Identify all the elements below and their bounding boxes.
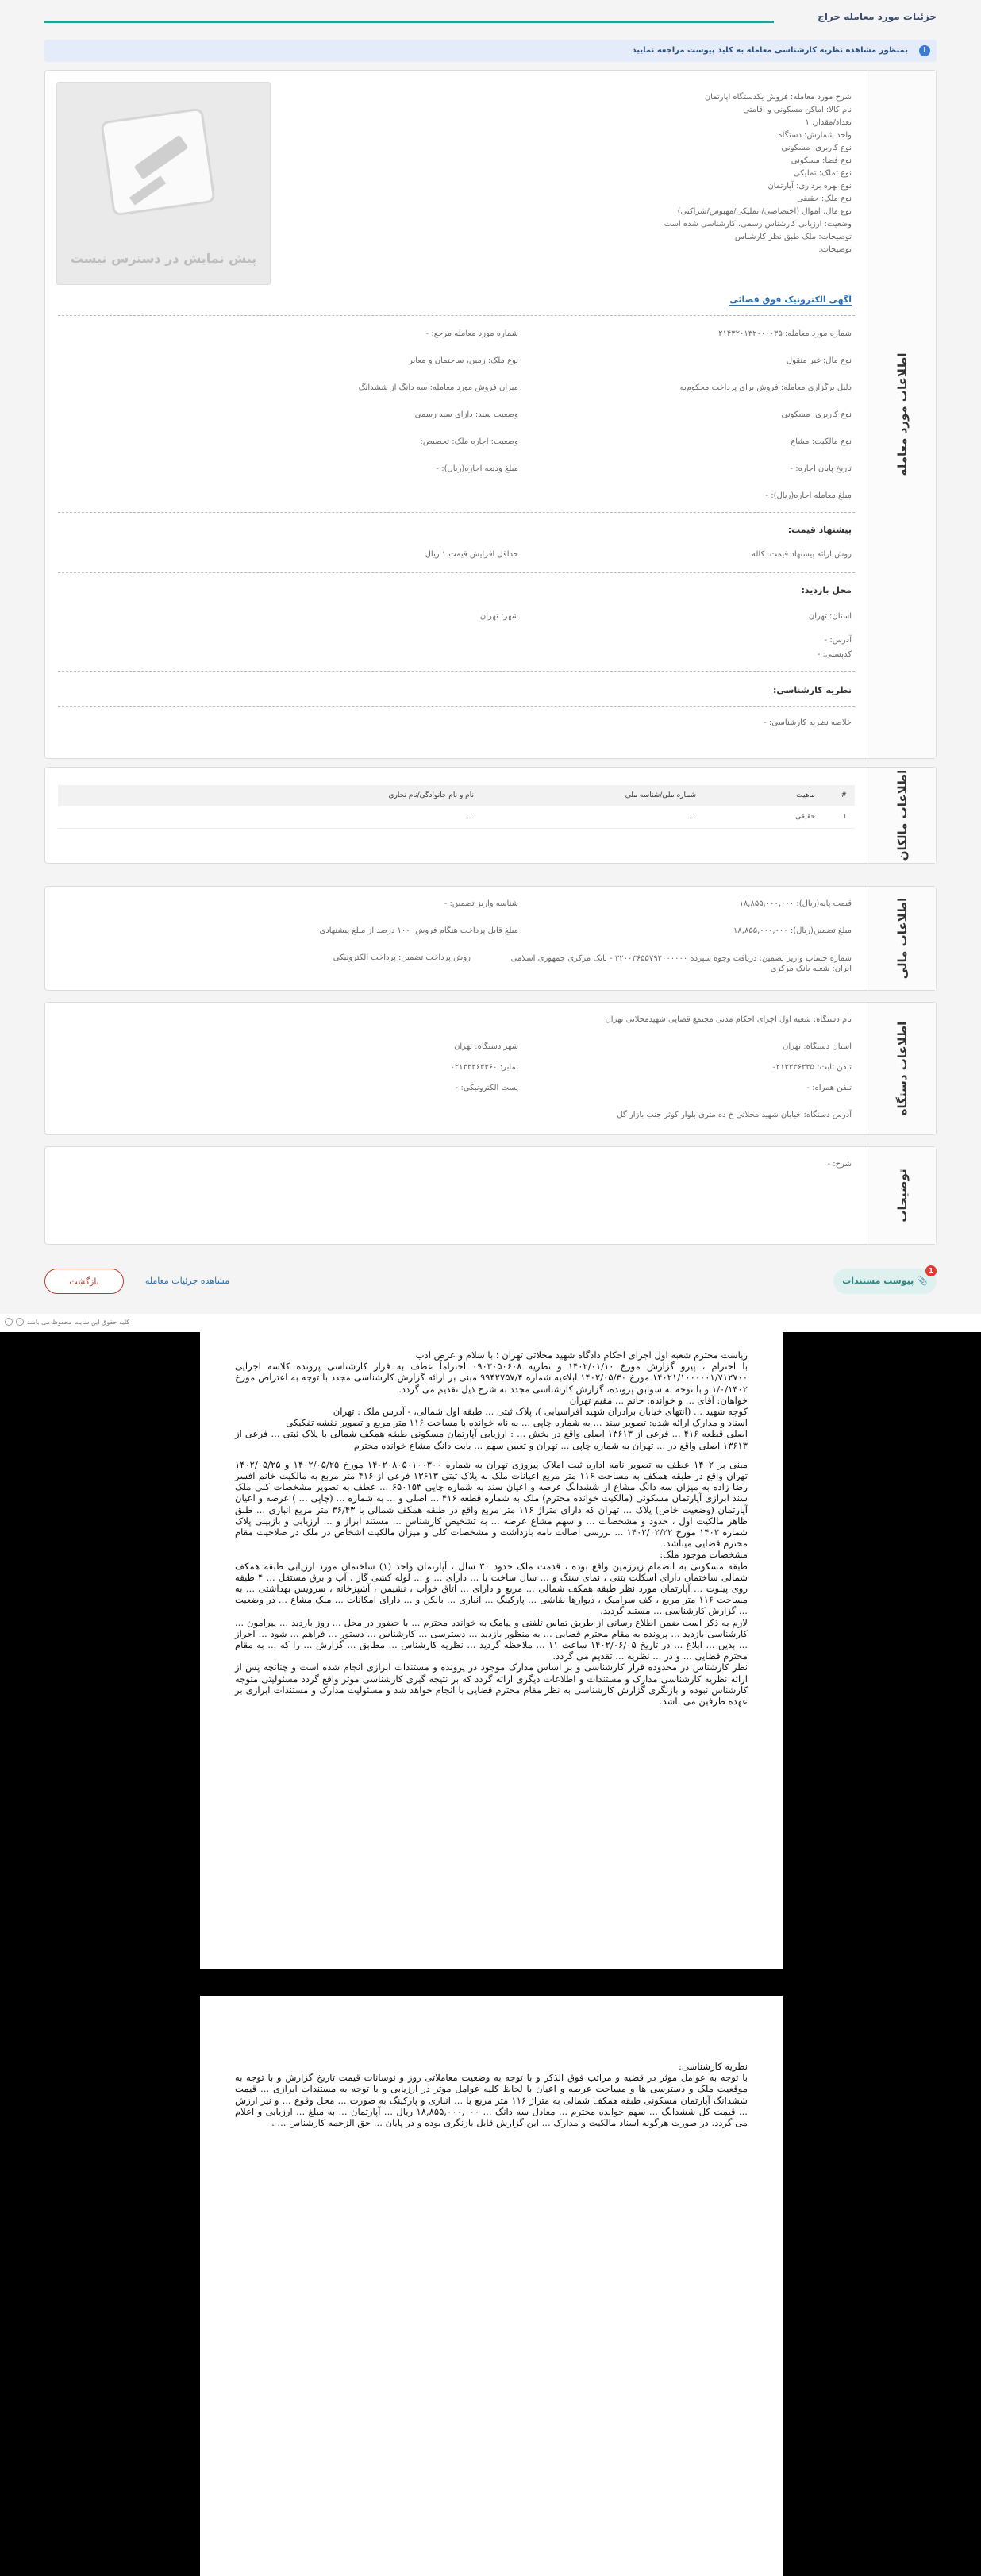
location-title: محل بازدید: [801, 585, 852, 595]
back-button[interactable]: بازگشت [44, 1269, 124, 1294]
agency-fax: نمابر: ۰۲۱۳۳۳۶۳۳۶۰ [450, 1063, 518, 1072]
item-field: نوع بهره برداری: آپارتمان [767, 182, 852, 191]
item-field: نوع ملک: حقیقی [797, 194, 852, 203]
agency-name: نام دستگاه: شعبه اول اجرای احکام مدنی مجتمع قضایی شهیدمحلاتی تهران [605, 1015, 852, 1024]
doc-paragraph: خواهان: آقای ... و خوانده: خانم ... مقیم تهران [569, 1394, 748, 1406]
item-field: نوع مال: اموال (اختصاصی/ تملیکی/مهبوس/شراکتی) [677, 207, 852, 216]
doc-paragraph: اصلی قطعه ۴۱۶ ... فرعی از ۱۳۶۱۳ اصلی واقع در بخش ... : ارزیابی آپارتمان مسکونی طبقه همکف شمالی با پلاک ثبتی ... فرعی از ۱۳۶۱۳ اصلی واقع در ... تهران به شماره چاپی ... تهران و تعیین سهم ... بابت دانگ مشاع خوانده محترم [235, 1428, 748, 1451]
agency-province: استان دستگاه: تهران [783, 1042, 852, 1051]
agency-card [44, 1002, 937, 1135]
location-address: آدرس: - [824, 636, 852, 645]
item-field: وضعیت: ارزیابی کارشناس رسمی، کارشناسی شده است [664, 220, 852, 229]
item-field: تعداد/مقدار: ۱ [805, 118, 852, 127]
ref-number: شماره مورد معامله مرجع: - [425, 329, 518, 338]
rent-end-date: تاریخ پایان اجاره: - [790, 464, 852, 473]
agency-mobile: تلفن همراه: - [806, 1084, 852, 1092]
notes-text: شرح: - [827, 1160, 852, 1169]
scanned-page-1 [200, 1332, 783, 1969]
divider [58, 572, 855, 573]
footer [0, 1314, 981, 1332]
attachments-button[interactable]: 📎 پیوست مستندات 1 [833, 1269, 937, 1294]
deposit-account: شماره حساب واریز تضمین: دریافت وجوه سپرده ۳۲۰۰۳۶۵۵۷۹۲۰۰۰۰۰۰ - بانک مرکزی جمهوری اسلامی ایران: شعبه بانک مرکزی [510, 954, 852, 973]
cell-name: ... [58, 806, 482, 828]
offer-method: روش ارائه پیشنهاد قیمت: کاله [752, 550, 852, 559]
offer-title: پیشنهاد قیمت: [787, 525, 852, 535]
paperclip-icon: 📎 [917, 1276, 928, 1286]
deposit-percent: مبلغ قابل پرداخت هنگام فروش: ۱۰۰ درصد از مبلغ پیشنهادی [319, 926, 518, 935]
page-title: جزئیات مورد معامله حراج [818, 11, 937, 22]
item-field: نوع کاربری: مسکونی [781, 144, 852, 152]
cell-index: ۱ [823, 806, 855, 828]
doc-paragraph: اسناد و مدارک ارائه شده: تصویر سند ... به شماره چاپی ... به نام خوانده با مساحت ۱۱۶ متر مربع و تصویر نقشه تفکیکی [286, 1417, 748, 1429]
item-field: نام کالا: اماکن مسکونی و اقامتی [743, 106, 852, 114]
owners-table-header [58, 785, 855, 806]
col-type: ماهیت [704, 785, 823, 806]
image-placeholder-text: پیش نمایش در دسترس نیست [70, 251, 257, 266]
cell-national-id: ... [482, 806, 704, 828]
col-name: نام و نام خانوادگی/نام تجاری [58, 785, 482, 806]
location-postal: کدپستی: - [817, 650, 852, 659]
item-field: توضیحات: [818, 245, 852, 254]
doc-paragraph: با احترام ، پیرو گزارش مورخ ۱۴۰۲/۰۱/۱۰ و نظریه ۰۹۰۳۰۵۰۶۰۸ احتراماً عطف به قرار کارشناسی پرونده کلاسه اجرایی ۱۴۰۲۱/۱۰۰۰۰۰۱/۷۱۲۷۰۰ مورخ ۱۴۰۲/۰۵/۳۰ ابلاغیه شماره ۹۹۴۲۷۵۷/۴ مبنی بر ارائه گزارش کارشناسی مجدد با توجه به اعتراض مورخ ۱/۰/۱۴۰۲ و با توجه به سوابق پرونده، گزارش کارشناسی مجدد به شرح ذیل تقدیم می گردد. [235, 1361, 748, 1395]
sale-reason: دلیل برگزاری معامله: فروش برای پرداخت محکوم‌به [679, 383, 852, 392]
location-province: استان: تهران [808, 612, 852, 621]
min-increase: حداقل افزایش قیمت ۱ ریال [425, 550, 518, 559]
base-price: قیمت پایه(ریال): ۱۸,۸۵۵,۰۰۰,۰۰۰ [739, 899, 852, 908]
doc-paragraph: ریاست محترم شعبه اول اجرای احکام دادگاه شهید محلاتی تهران ؛ با سلام و عرض ادب [415, 1350, 748, 1361]
owners-table [58, 785, 855, 829]
trade-number: شماره مورد معامله: ۲۱۴۳۲۰۱۳۲۰۰۰۰۳۵ [718, 329, 852, 338]
view-details-link[interactable]: مشاهده جزئیات معامله [144, 1276, 230, 1286]
section-tab-item: اطلاعات مورد معامله [868, 71, 936, 758]
agency-address: آدرس دستگاه: خیابان شهید محلاتی خ ده متری بلوار کوثر جنب بازار گل [617, 1111, 852, 1119]
doc-paragraph: مبنی بر ۱۴۰۲ عطف به تصویر نامه اداره ثبت املاک پیروزی تهران به شماره ۱۴۰۲۰۸۰۵۰۱۰۰۳۰۰ مورخ ۱۴۰۲/۰۵/۲۵ و ۱۴۰۲/۰۵/۲۵ تهران واقع در طبقه همکف به مساحت ۱۱۶ متر مربع اعیانات ملک به پلاک ثبتی ۱۳۶۱۳ فرعی از ۴۱۶ متر مربع به مالکیت خانم افسر رضا زاده به میزان سه دانگ مشاع از ششدانگ عرصه و اعیان سند به شماره چاپی ۶۵۰۱۵۳ ... عطف به تصویر مشخصات کلی ملک سند ابرازی آپارتمان مسکونی (مالکیت خوانده محترم) ملک به شماره قطعه ۴۱۶ ... اصلی و ... به شماره ... (چاپی ... ) عرصه و اعیان آپارتمان (وضعیت خاص) پلاک ... تهران که دارای متراژ ۱۱۶ متر مربع واقع در طبقه همکف شمالی با ۳۶/۴۳ متر مربع انباری ... طبق ظاهر مالکیت اول ، حدود و مشخصات ... و سهم مشاع عرصه ... به تشخیص کارشناس ... مستند ابراز و ... ارزیابی و بازبینی پلاک شماره ۱۴۰۲ مورخ ۱۴۰۲/۰۲/۲۲ ... بررسی اصالت نامه بازداشت و مشخصات کلی و میزان مالکیت اشخاص در ملک در صلاحیت مقام محترم قضایی میباشد. [235, 1458, 748, 1550]
electronic-ad-link[interactable]: آگهی الکترونیک فوق قضائی [729, 295, 852, 305]
deposit-amount: مبلغ تضمین(ریال): ۱۸,۸۵۵,۰۰۰,۰۰۰ [733, 926, 852, 935]
agency-phone: تلفن ثابت: ۰۲۱۳۳۳۶۳۳۵ [771, 1063, 852, 1072]
social-icon[interactable] [16, 1318, 24, 1326]
doc-paragraph: نظر کارشناس در محدوده قرار کارشناسی و بر اساس مدارک موجود در پرونده و مستندات ابرازی انجام شده است و چنانچه پس از ارائه نظریه کارشناسی مدارک و مستندات و اطلاعات دیگری ارائه گردد که بر نتیجه گیری کارشناسی موثر واقع گردد مسئولیتی متوجه کارشناس نبوده و بازنگری گزارش کارشناسی به نظر مقام محترم قضایی با انجام خواهد شد و مسئولیت مدارک و مستندات ابرازی بر عهده طرفین می باشد. [235, 1662, 748, 1708]
section-tab-agency: اطلاعات دستگاه [868, 1003, 936, 1134]
doc-paragraph: مشخصات موجود ملک: [660, 1549, 748, 1561]
rent-deposit: مبلغ ودیعه اجاره(ریال): - [436, 464, 518, 473]
land-type: نوع ملک: زمین، ساختمان و معابر [409, 356, 518, 365]
location-city: شهر: تهران [479, 612, 518, 621]
item-field: توضیحات: ملک طبق نظر کارشناس [734, 233, 852, 241]
usage-type: نوع کاربری: مسکونی [781, 410, 852, 419]
expert-title: نظریه کارشناسی: [773, 685, 852, 695]
section-tab-financial: اطلاعات مالی [868, 887, 936, 990]
doc-paragraph: لازم به ذکر است ضمن اطلاع رسانی از طریق تماس تلفنی و پیامک به خوانده محترم ... با حضور در محل ... روز بازدید ... پیرامون ... کارشناسی بازدید ... پرونده به مقام محترم قضایی ... به منظور بازدید ... دسترسی ... کارشناس ... دستور ... فراهم ... شود ... احراز ... بدین ... ابلاغ ... در تاریخ ۱۴۰۲/۰۶/۰۵ ساعت ۱۱ ... ملاحظه گردید ... نظریه کارشناس ... مطابق ... گزارش ... را که ... به مقام محترم قضایی ... و در ... نظریه ... تقدیم می گردد. [235, 1616, 748, 1662]
doc-paragraph: طبقه مسکونی به انضمام زیرزمین واقع بوده ، قدمت ملک حدود ۳۰ سال ، آپارتمان واحد (۱) ساختمان مورد ارزیابی طبقه همکف شمالی ساختمان دارای اسکلت بتنی ، نمای سنگ و ... سال ساخت با ... دارای ... و ... لوله کشی گاز ، آب و برق مستقل ... ۴ طبقه روی پیلوت ... آپارتمان مورد نظر طبقه همکف شمالی ... مربع و دارای ... اتاق خواب ، نشیمن ، آشپزخانه ، سرویس بهداشتی ... به مساحت ۱۱۶ متر مربع ، کف سرامیک ، دیوارها نقاشی ... پارکینگ ... انباری ... بالکن و ... دارای امکانات ... ملک مشاع ... در وضعیت ... گزارش کارشناسی ... مستند گردید. [235, 1560, 748, 1617]
item-field: واحد شمارش: دستگاه [778, 131, 852, 140]
ownership-type: نوع مالکیت: مشاع [791, 437, 852, 446]
item-field: شرح مورد معامله: فروش یکدستگاه اپارتمان [704, 93, 852, 102]
scanned-page-2 [200, 1996, 783, 2576]
table-row [58, 806, 855, 828]
agency-email: پست الکترونیکی: - [455, 1084, 518, 1092]
deposit-id: شناسه واریز تضمین: - [444, 899, 518, 908]
doc-paragraph: کوچه شهید ... (انتهای خیابان برادران شهید افراسیابی )، پلاک ثبتی ... طبقه اول شمالی، - آدرس ملک : تهران [333, 1406, 748, 1418]
rent-status: وضعیت: اجاره ملک: تخصیص: [420, 437, 518, 446]
doc-status: وضعیت سند: دارای سند رسمی [414, 410, 518, 419]
divider [58, 671, 855, 672]
cell-type: حقیقی [704, 806, 823, 828]
scanned-document-viewer [0, 1332, 981, 2576]
notice-text: بمنظور مشاهده نظریه کارشناسی معامله به کلید پیوست مراجعه نمایید [632, 46, 908, 55]
attachments-badge: 1 [925, 1265, 937, 1276]
item-info-card [44, 70, 937, 759]
divider [58, 315, 855, 316]
divider [58, 512, 855, 513]
item-field: نوع تملک: تملیکی [793, 169, 852, 178]
item-field: نوع فضا: مسکونی [791, 156, 852, 165]
doc-paragraph: نظریه کارشناسی: [679, 2061, 748, 2072]
agency-city: شهر دستگاه: تهران [454, 1042, 518, 1051]
page-header [44, 11, 937, 24]
owners-card [44, 767, 937, 864]
section-tab-owners: اطلاعات مالکان [868, 768, 936, 863]
col-index: # [823, 785, 855, 806]
divider [58, 706, 855, 707]
item-image-placeholder [56, 82, 271, 285]
doc-paragraph: با توجه به عوامل موثر در قضیه و مراتب فوق الذکر و با توجه به وضعیت معاملاتی روز و نوسانات قیمت تاریخ گزارش و با توجه به موقعیت ملک و دسترسی ها و مساحت عرصه و اعیان با لحاظ کلیه عوامل موثر در ارزیابی و با توجه به مستندات ابرازی ... قیمت ششدانگ آپارتمان مسکونی طبقه همکف شمالی به متراژ ۱۱۶ متر مربع با ... انباری و پارکینگ به صورت ... محل وقوع ... و نیز ارزش ... قیمت کل ششدانگ ... سهم خوانده محترم ... معادل سه دانگ ... ۱۸,۸۵۵,۰۰۰,۰۰۰ ریال ... آپارتمان ... به مبلغ ... ارزیابی و اعلام می گردد. در صورت هرگونه اسناد مالکیت و مدارک ... این گزارش قابل بازنگری بوده و در پایان ... حق الزحمه کارشناس ... . [235, 2072, 748, 2129]
section-tab-notes: توضیحات [868, 1147, 936, 1244]
notice-bar [44, 40, 937, 62]
ownership-share: میزان فروش مورد معامله: سه دانگ از ششدانگ [358, 383, 518, 392]
social-icon[interactable] [5, 1318, 13, 1326]
info-icon: i [919, 45, 930, 56]
expert-summary: خلاصه نظریه کارشناسی: - [764, 718, 852, 727]
financial-card [44, 886, 937, 991]
notes-card [44, 1146, 937, 1245]
footer-text: کلیه حقوق این سایت محفوظ می باشد [27, 1319, 130, 1326]
unit-type: نوع مال: غیر منقول [786, 356, 852, 365]
rent-trade-amount: مبلغ معامله اجاره(ریال): - [765, 491, 852, 500]
col-national-id: شماره ملی/شناسه ملی [482, 785, 704, 806]
header-divider [44, 21, 774, 23]
payment-method: روش پرداخت تضمین: پرداخت الکترونیکی [333, 953, 471, 962]
